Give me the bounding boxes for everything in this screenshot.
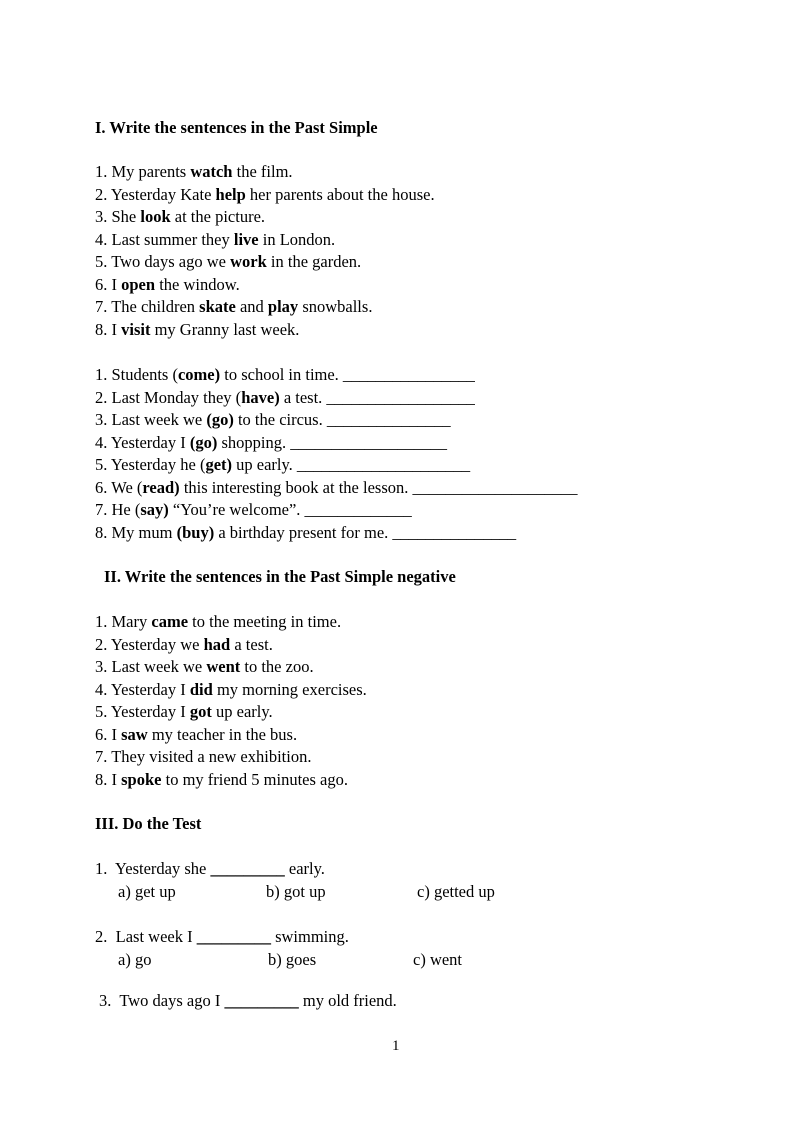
- list-item: 5. Yesterday he (get) up early. _____________________: [95, 455, 471, 474]
- list-item: 8. I spoke to my friend 5 minutes ago.: [95, 769, 348, 789]
- question-options: [95, 881, 695, 904]
- list-item: 7. They visited a new exhibition.: [95, 747, 312, 766]
- section-1-list-a: [95, 161, 435, 341]
- list-item: 4. Last summer they live in London.: [95, 229, 336, 249]
- list-item: 7. The children skate and play snowballs.: [95, 297, 373, 316]
- answer-blank: _________: [210, 859, 285, 878]
- test-question-2: [95, 926, 695, 971]
- question-text: 1. Yesterday she _________ early.: [95, 859, 325, 878]
- list-item: 2. Last Monday they (have) a test. __________________: [95, 387, 475, 407]
- list-item: 3. Last week we went to the zoo.: [95, 657, 314, 676]
- option-a: a) get up: [118, 881, 176, 901]
- answer-blank: _________: [224, 991, 299, 1010]
- question-text: 2. Last week I _________ swimming.: [95, 927, 349, 946]
- option-a: a) go: [118, 949, 152, 969]
- option-b: b) got up: [266, 881, 326, 901]
- list-item: 8. I visit my Granny last week.: [95, 319, 300, 339]
- section-1-list-b: [95, 364, 578, 544]
- option-c: c) went: [413, 949, 463, 969]
- option-b: b) goes: [268, 949, 317, 969]
- test-question-1: [95, 858, 695, 903]
- test-question-3: [99, 990, 699, 1013]
- list-item: 2. Yesterday Kate help her parents about the house.: [95, 184, 435, 204]
- list-item: 5. Yesterday I got up early.: [95, 702, 273, 721]
- list-item: 5. Two days ago we work in the garden.: [95, 252, 362, 271]
- list-item: 6. I saw my teacher in the bus.: [95, 724, 298, 744]
- option-c: c) getted up: [417, 881, 495, 901]
- list-item: 1. Mary came to the meeting in time.: [95, 612, 342, 631]
- list-item: 2. Yesterday we had a test.: [95, 634, 273, 654]
- section-3-title: III. Do the Test: [95, 814, 202, 833]
- list-item: 3. Last week we (go) to the circus. _______________: [95, 410, 451, 429]
- question-options: [95, 949, 695, 972]
- answer-blank: _________: [196, 927, 271, 946]
- section-1-title: I. Write the sentences in the Past Simple: [95, 118, 378, 137]
- list-item: 6. I open the window.: [95, 274, 240, 294]
- page-number: 1: [392, 1038, 400, 1054]
- list-item: 6. We (read) this interesting book at the lesson. ____________________: [95, 477, 578, 497]
- list-item: 8. My mum (buy) a birthday present for me. _______________: [95, 522, 517, 542]
- section-2-list: [95, 611, 367, 791]
- question-text: 3. Two days ago I _________ my old friend.: [99, 991, 397, 1010]
- list-item: 1. Students (come) to school in time. ________________: [95, 365, 475, 384]
- list-item: 4. Yesterday I did my morning exercises.: [95, 679, 367, 699]
- list-item: 7. He (say) “You’re welcome”. _____________: [95, 500, 412, 519]
- list-item: 3. She look at the picture.: [95, 207, 266, 226]
- section-2-title: II. Write the sentences in the Past Simple negative: [104, 567, 456, 586]
- list-item: 1. My parents watch the film.: [95, 162, 293, 181]
- list-item: 4. Yesterday I (go) shopping. ___________________: [95, 432, 448, 452]
